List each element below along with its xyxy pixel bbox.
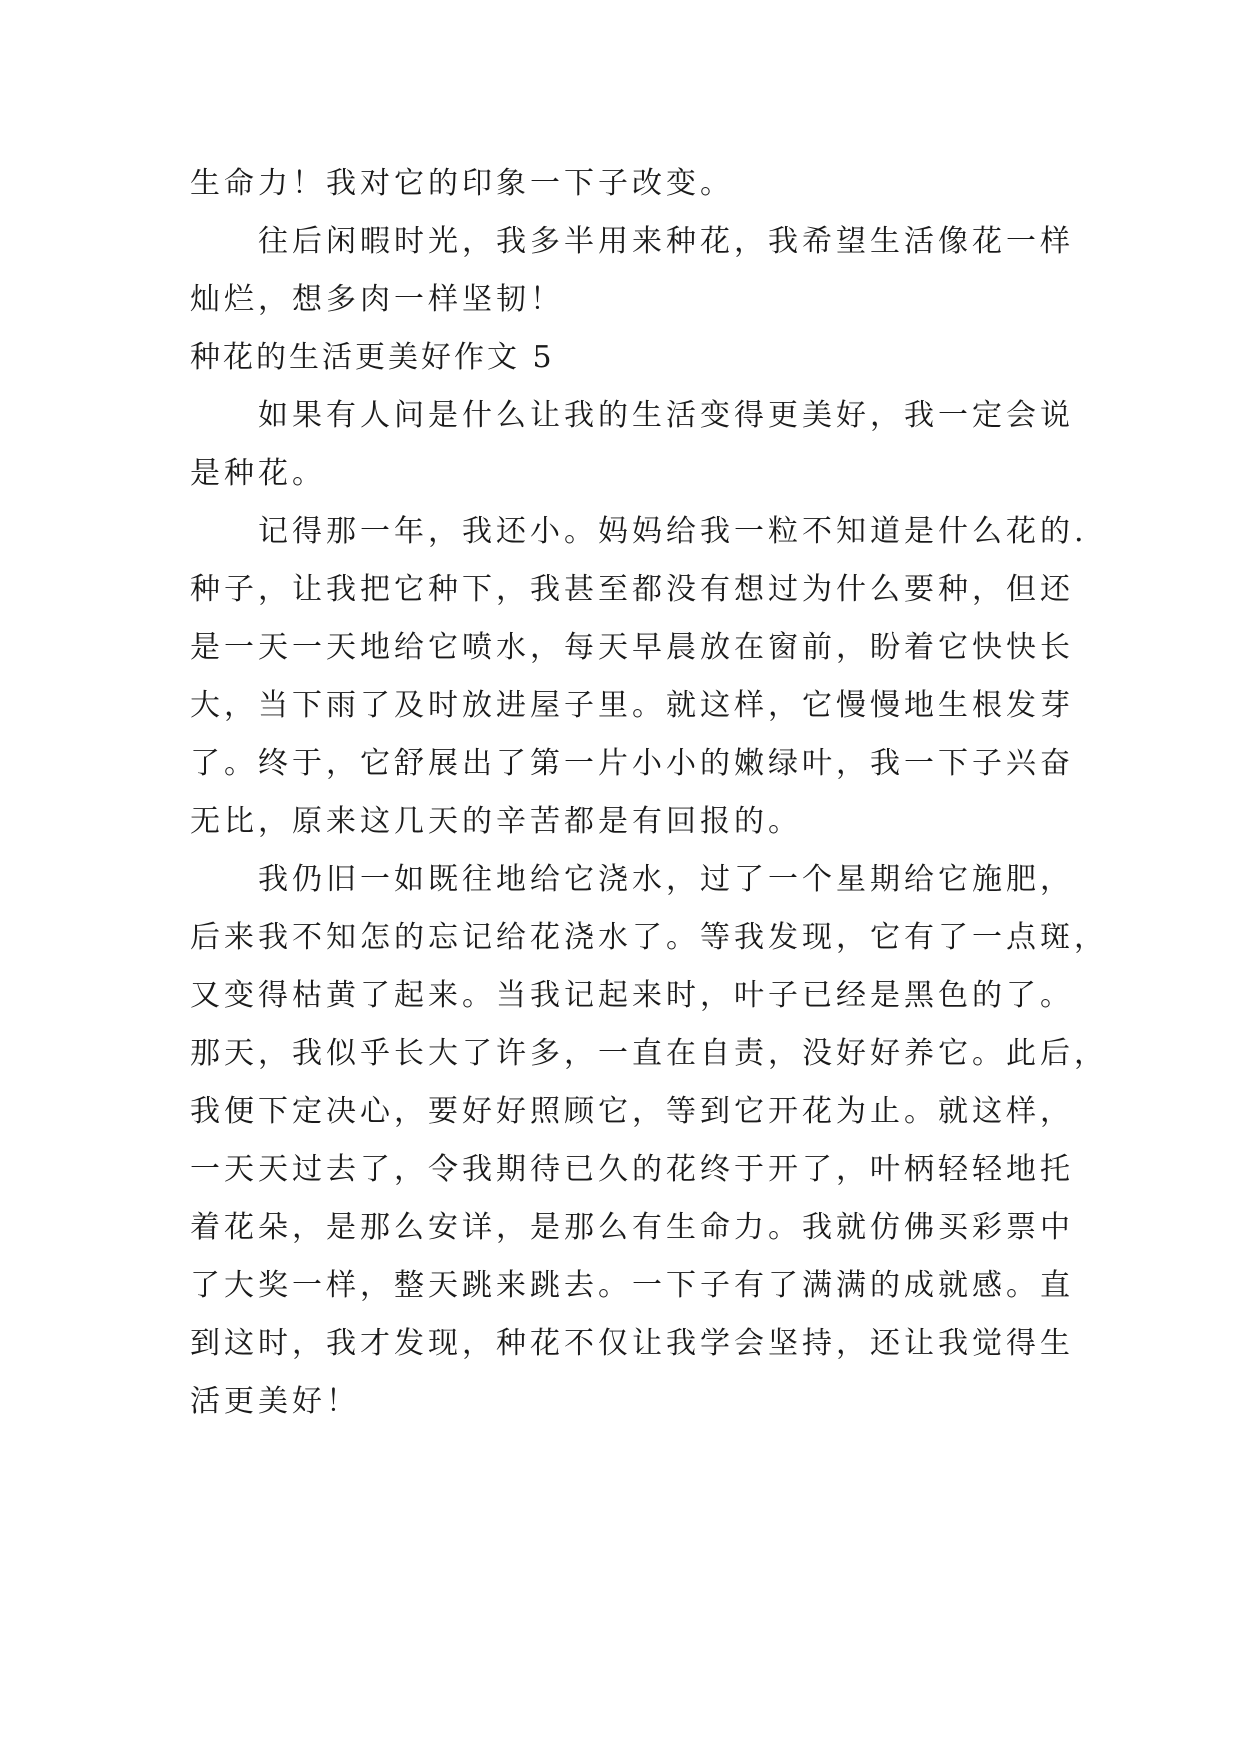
text-line: 一天天过去了，令我期待已久的花终于开了，叶柄轻轻地托	[190, 1152, 1074, 1187]
text-line: 往后闲暇时光，我多半用来种花，我希望生活像花一样	[258, 224, 1074, 259]
text-line: 我仍旧一如既往地给它浇水，过了一个星期给它施肥，	[258, 862, 1074, 897]
paragraph-3	[190, 851, 1108, 1431]
text-line: 记得那一年，我还小。妈妈给我一粒不知道是什么花的.	[258, 514, 1088, 549]
text-line: 了。终于，它舒展出了第一片小小的嫩绿叶，我一下子兴奋	[190, 746, 1074, 781]
prev-section-paragraph	[190, 155, 1074, 329]
text-line: 后来我不知怎的忘记给花浇水了。等我发现，它有了一点斑，	[190, 920, 1108, 955]
text-line: 那天，我似乎长大了许多，一直在自责，没好好养它。此后，	[190, 1036, 1108, 1071]
text-line: 是种花。	[190, 456, 326, 491]
text-line: 活更美好！	[190, 1384, 360, 1419]
section-title: 种花的生活更美好作文 5	[190, 340, 555, 375]
text-line: 了大奖一样，整天跳来跳去。一下子有了满满的成就感。直	[190, 1268, 1074, 1303]
text-line: 生命力！我对它的印象一下子改变。	[190, 166, 734, 201]
paragraph-2	[190, 503, 1088, 851]
text-line: 无比，原来这几天的辛苦都是有回报的。	[190, 804, 802, 839]
essay-body	[190, 155, 1108, 1431]
text-line: 着花朵，是那么安详，是那么有生命力。我就仿佛买彩票中	[190, 1210, 1074, 1245]
text-line: 我便下定决心，要好好照顾它，等到它开花为止。就这样，	[190, 1094, 1074, 1129]
text-line: 如果有人问是什么让我的生活变得更美好，我一定会说	[258, 398, 1074, 433]
paragraph-1	[190, 387, 1074, 503]
text-line: 是一天一天地给它喷水，每天早晨放在窗前，盼着它快快长	[190, 630, 1074, 665]
text-line: 又变得枯黄了起来。当我记起来时，叶子已经是黑色的了。	[190, 978, 1074, 1013]
text-line: 到这时，我才发现，种花不仅让我学会坚持，还让我觉得生	[190, 1326, 1074, 1361]
text-line: 大，当下雨了及时放进屋子里。就这样，它慢慢地生根发芽	[190, 688, 1074, 723]
text-line: 灿烂，想多肉一样坚韧！	[190, 282, 564, 317]
text-line: 种子，让我把它种下，我甚至都没有想过为什么要种，但还	[190, 572, 1074, 607]
